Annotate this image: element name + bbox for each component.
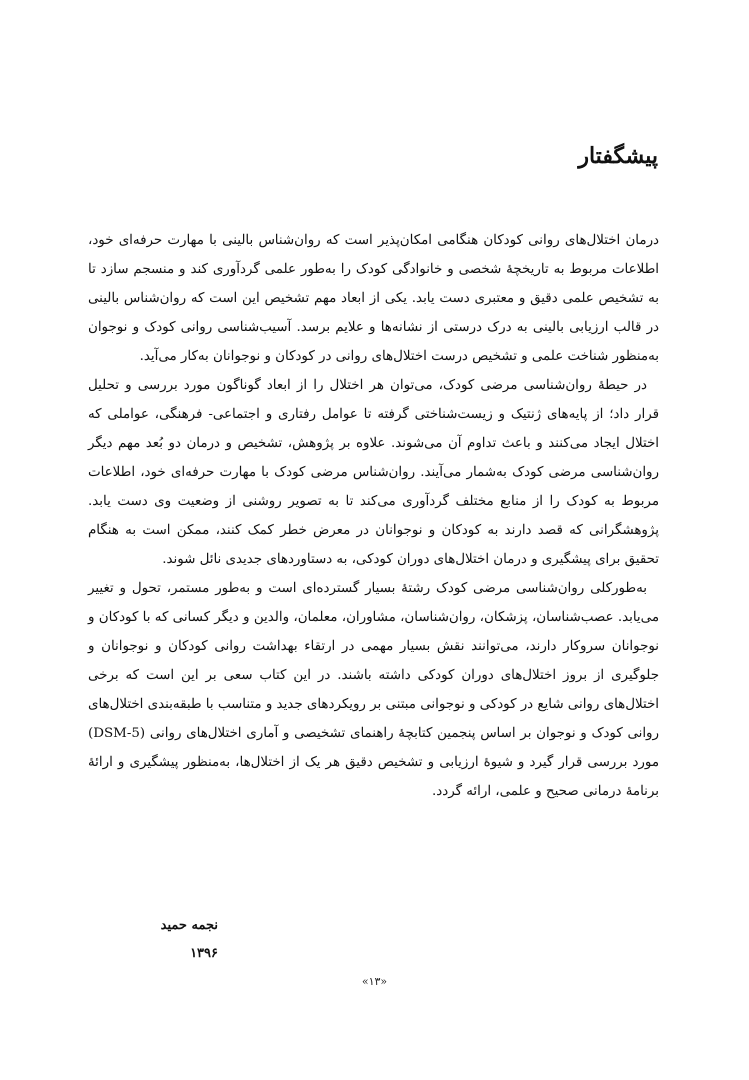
paragraph-3: به‌طورکلی روان‌شناسی مرضی کودک رشتهٔ بسیار گسترده‌ای است و به‌طور مستمر، تحول و تغییر می‌یابد. عصب‌شناسان، پزشکان، روان‌شناسان، مشاوران، معلمان، والدین و دیگر کسانی که با کودکان و نوجوانان سروکار دارند، می‌توانند نقش بسیار مهمی در ارتقاء بهداشت روانی کودکان و نوجوانان و جلوگیری از بروز اختلال‌های دوران کودکی داشته باشند. در این کتاب سعی بر این است که برخی اختلال‌های روانی شایع در کودکی و نوجوانی مبتنی بر رویکردهای جدید و متناسب با طبقه‌بندی اختلال‌های روانی کودک و نوجوان بر اساس پنجمین کتابچهٔ راهنمای تشخیصی و آماری اختلال‌های روانی (DSM-5) مورد بررسی قرار گیرد و شیوهٔ ارزیابی و تشخیص دقیق هر یک از اختلال‌ها، به‌منظور پیشگیری و ارائهٔ برنامهٔ درمانی صحیح و علمی، ارائه گردد. bbox=[87, 581, 659, 799]
page-title: پیشگفتار bbox=[578, 143, 658, 169]
author-name: نجمه حمید bbox=[160, 918, 218, 933]
paragraph-1: درمان اختلال‌های روانی کودکان هنگامی امکان‌پذیر است که روان‌شناس بالینی با مهارت حرفه‌ای خود، اطلاعات مربوط به تاریخچهٔ شخصی و خانوادگی کودک را به‌طور علمی گردآوری کند و منسجم سازد تا به تشخیص علمی دقیق و معتبری دست یابد. یکی از ابعاد مهم تشخیص این است که روان‌شناس بالینی در قالب ارزیابی بالینی به درک درستی از نشانه‌ها و علایم برسد. آسیب‌شناسی روانی کودک و نوجوان به‌منظور شناخت علمی و تشخیص درست اختلال‌های روانی در کودکان و نوجوانان به‌کار می‌آید. bbox=[88, 233, 659, 364]
paragraph-2: در حیطهٔ روان‌شناسی مرضی کودک، می‌توان هر اختلال را از ابعاد گوناگون مورد بررسی و تحلیل قرار داد؛ از پایه‌های ژنتیک و زیست‌شناختی گرفته تا عوامل رفتاری و اجتماعی- فرهنگی، عواملی که اختلال ایجاد می‌کنند و باعث تداوم آن می‌شوند. علاوه بر پژوهش، تشخیص و درمان دو بُعد مهم دیگر روان‌شناسی مرضی کودک به‌شمار می‌آیند. روان‌شناس مرضی کودک با مهارت حرفه‌ای خود، اطلاعات مربوط به کودک را از منابع مختلف گردآوری می‌کند تا به تصویر روشنی از وضعیت وی دست یابد. پژوهشگرانی که قصد دارند به کودکان و نوجوانان در معرض خطر کمک کنند، ممکن است به هنگام تحقیق برای پیشگیری و درمان اختلال‌های دوران کودکی، به دستاوردهای جدیدی نائل شوند. bbox=[88, 378, 659, 567]
signature-block bbox=[148, 912, 218, 968]
preface-body bbox=[88, 226, 659, 806]
signature-year: ۱۳۹۶ bbox=[190, 946, 218, 961]
page-number: «۱۳» bbox=[361, 975, 388, 988]
